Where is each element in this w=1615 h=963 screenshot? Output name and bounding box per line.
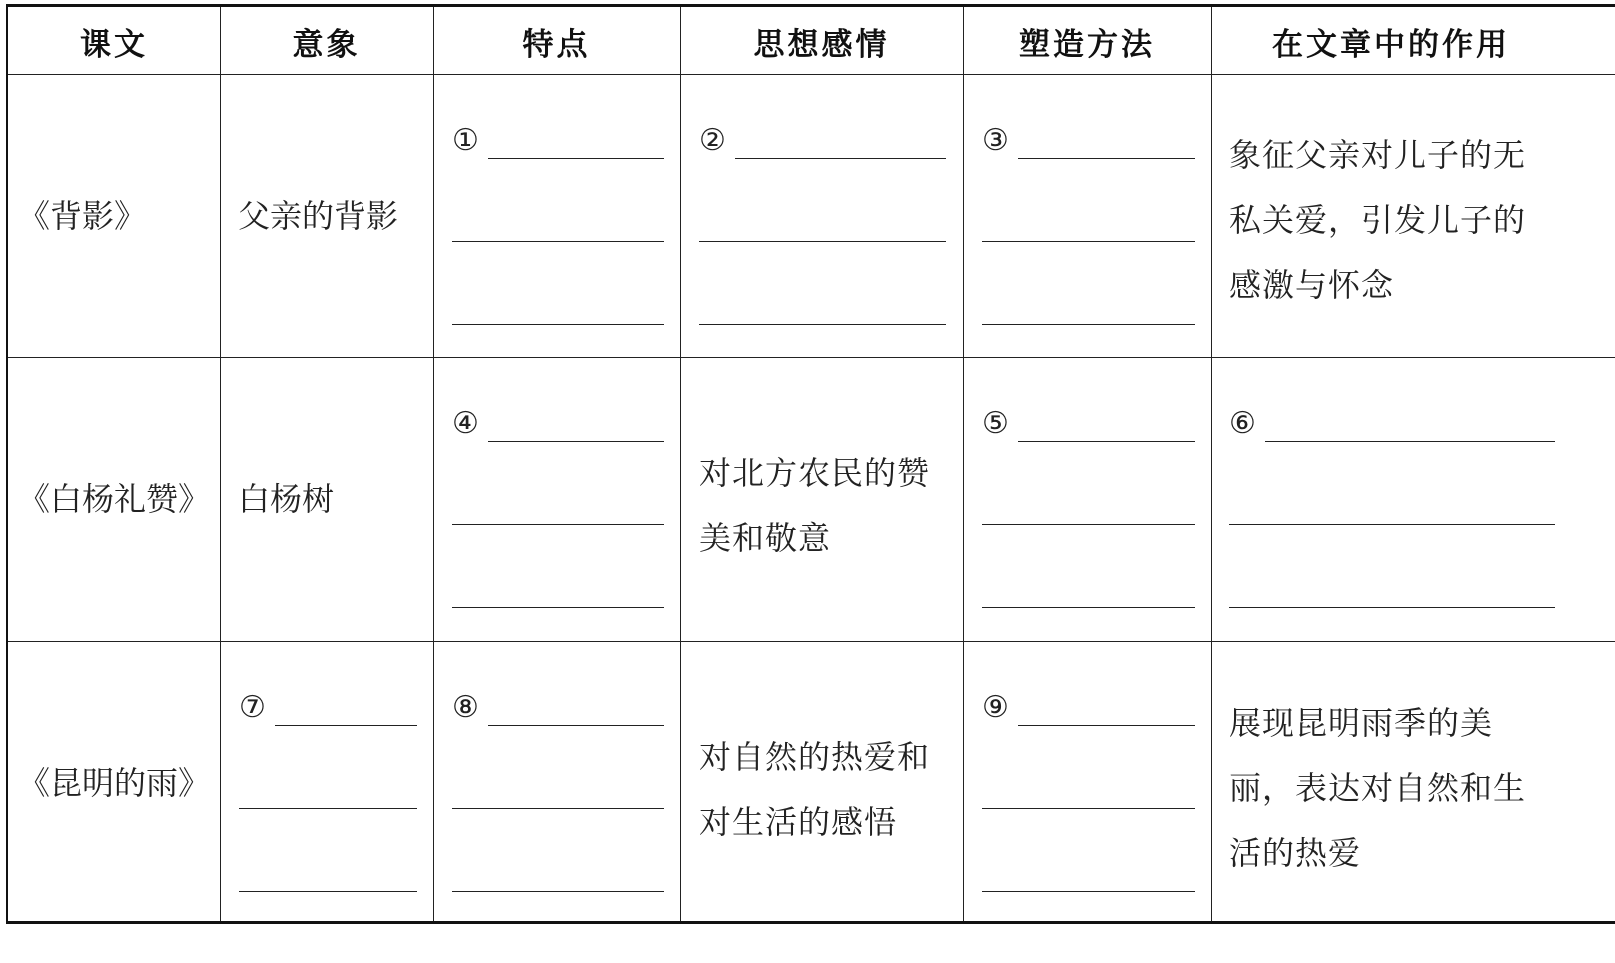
row-divider xyxy=(8,641,1615,642)
answer-blank[interactable] xyxy=(982,891,1195,892)
row3-emotion-cell xyxy=(699,725,959,855)
row3-role-cell xyxy=(1229,691,1569,886)
answer-blank[interactable] xyxy=(735,158,946,159)
blank-number: ④ xyxy=(452,406,479,441)
answer-blank[interactable] xyxy=(1018,441,1195,442)
answer-blank[interactable] xyxy=(982,607,1195,608)
answer-blank[interactable] xyxy=(1229,607,1555,608)
row1-image-cell xyxy=(220,74,433,357)
answer-blank[interactable] xyxy=(982,324,1195,325)
row2-emotion-cell xyxy=(699,441,959,571)
answer-blank[interactable] xyxy=(488,725,664,726)
answer-blank[interactable] xyxy=(982,808,1195,809)
answer-blank[interactable] xyxy=(1018,158,1195,159)
row2-title-cell xyxy=(8,357,220,641)
emotion-text: 对北方农民的赞 美和敬意 xyxy=(699,454,931,557)
answer-blank[interactable] xyxy=(982,241,1195,242)
row2-image-cell xyxy=(220,357,433,641)
answer-blank[interactable] xyxy=(699,324,946,325)
row1-title-cell xyxy=(8,74,220,357)
answer-blank[interactable] xyxy=(452,324,664,325)
answer-table xyxy=(6,4,1615,924)
header-method: 塑造方法 xyxy=(1019,26,1155,63)
image-text: 父亲的背影 xyxy=(238,196,399,235)
blank-number: ① xyxy=(452,123,479,158)
lesson-title: 《背影》 xyxy=(18,196,147,235)
emotion-text: 对自然的热爱和 对生活的感悟 xyxy=(699,738,931,841)
answer-blank[interactable] xyxy=(452,241,664,242)
blank-number: ⑧ xyxy=(452,690,479,725)
answer-blank[interactable] xyxy=(452,607,664,608)
role-text: 展现昆明雨季的美 丽，表达对自然和生 活的热爱 xyxy=(1229,704,1527,872)
column-divider xyxy=(433,7,434,921)
answer-blank[interactable] xyxy=(699,241,946,242)
header-image: 意象 xyxy=(292,26,361,63)
answer-blank[interactable] xyxy=(452,891,664,892)
answer-blank[interactable] xyxy=(488,158,664,159)
answer-blank[interactable] xyxy=(1018,725,1195,726)
blank-number: ⑤ xyxy=(982,406,1009,441)
answer-blank[interactable] xyxy=(488,441,664,442)
answer-blank[interactable] xyxy=(452,808,664,809)
role-text: 象征父亲对儿子的无 私关爱，引发儿子的 感激与怀念 xyxy=(1229,136,1527,304)
column-divider xyxy=(680,7,681,921)
row3-title-cell xyxy=(8,641,220,924)
column-divider xyxy=(963,7,964,921)
answer-blank[interactable] xyxy=(1265,441,1555,442)
lesson-title: 《白杨礼赞》 xyxy=(18,480,211,518)
header-feature: 特点 xyxy=(522,26,591,63)
answer-blank[interactable] xyxy=(982,524,1195,525)
blank-number: ⑥ xyxy=(1229,406,1256,441)
answer-blank[interactable] xyxy=(1229,524,1555,525)
blank-number: ⑨ xyxy=(982,690,1009,725)
header-lesson: 课文 xyxy=(80,26,148,63)
row1-role-cell xyxy=(1229,123,1569,318)
lesson-title: 《昆明的雨》 xyxy=(18,763,211,802)
blank-number: ③ xyxy=(982,123,1009,158)
header-emotion: 思想感情 xyxy=(753,26,890,63)
blank-number: ② xyxy=(699,123,726,158)
answer-blank[interactable] xyxy=(452,524,664,525)
header-role: 在文章中的作用 xyxy=(1272,26,1510,63)
image-text: 白杨树 xyxy=(238,480,335,518)
answer-blank[interactable] xyxy=(239,891,417,892)
answer-blank[interactable] xyxy=(239,808,417,809)
answer-blank[interactable] xyxy=(275,725,417,726)
blank-number: ⑦ xyxy=(239,690,266,725)
column-divider xyxy=(1211,7,1212,921)
